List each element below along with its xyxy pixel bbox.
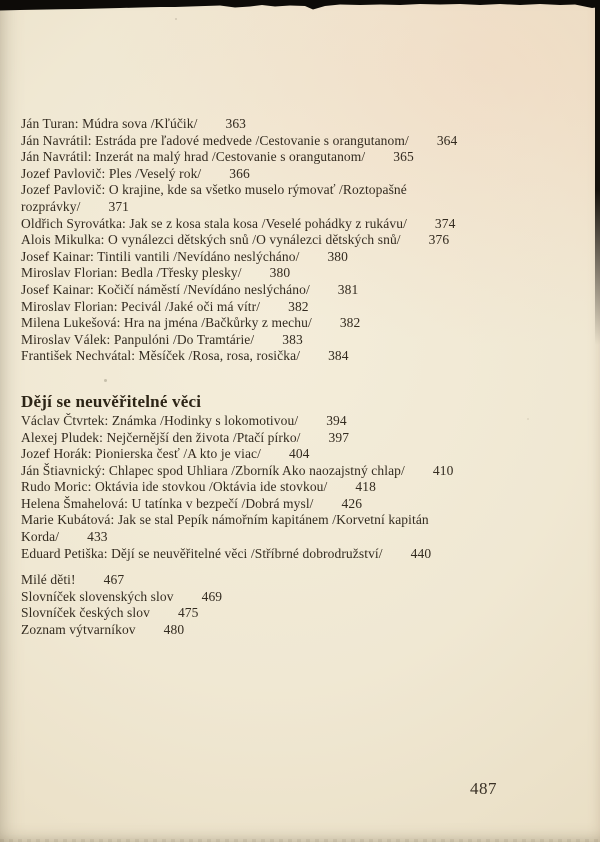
scan-edge-right xyxy=(595,0,600,345)
toc-entry-text: Ján Navrátil: Inzerát na malý hrad /Cestovanie s orangutanom/ xyxy=(21,149,366,165)
toc-entry-page: 383 xyxy=(282,331,303,347)
toc-entry xyxy=(21,166,586,183)
toc-entry xyxy=(21,133,586,150)
toc-entry-page: 371 xyxy=(108,198,130,214)
toc-entry xyxy=(21,249,586,266)
section-heading: Dějí se neuvěřitelné věci xyxy=(21,391,202,411)
toc-entry-page: 380 xyxy=(327,248,349,264)
toc-entry xyxy=(21,589,586,606)
toc-entry-text: Korda/ xyxy=(21,529,60,545)
toc-entry xyxy=(21,149,586,166)
toc-entry-page: 363 xyxy=(225,116,247,131)
toc-entry-page: 480 xyxy=(163,622,185,638)
toc-entry-page: 440 xyxy=(410,545,432,561)
toc-entry xyxy=(21,446,586,463)
toc-entry-page: 404 xyxy=(288,446,310,462)
toc-entry xyxy=(21,572,586,589)
toc-entry-continuation xyxy=(21,529,586,546)
toc-entry-page: 410 xyxy=(432,462,454,478)
toc-entry-text: Oldřich Syrovátka: Jak se z kosa stala kosa /Veselé pohádky z rukávu/ xyxy=(21,215,407,231)
toc-entry-text: Miroslav Florian: Bedla /Třesky plesky/ xyxy=(21,265,242,281)
toc-entry-text: Miroslav Válek: Panpulóni /Do Tramtárie/ xyxy=(21,331,255,347)
toc-entry-page: 374 xyxy=(434,215,456,231)
toc-entry-text: Václav Čtvrtek: Známka /Hodinky s lokomotivou/ xyxy=(21,412,299,428)
toc-entry-page: 418 xyxy=(355,479,376,495)
toc-entry xyxy=(21,496,586,513)
toc-entry-continuation xyxy=(21,199,586,216)
toc-entry-text: rozprávky/ xyxy=(21,198,81,214)
toc-entry-page: 376 xyxy=(428,232,450,248)
toc-entry-text: Eduard Petiška: Dějí se neuvěřitelné věci /Stříbrné dobrodružství/ xyxy=(21,545,383,561)
page-number: 487 xyxy=(470,779,497,798)
toc-entry xyxy=(21,348,586,365)
toc-entry-text: Helena Šmahelová: U tatínka v bezpečí /Dobrá mysl/ xyxy=(21,495,314,511)
toc-entry xyxy=(21,463,586,480)
toc-entry xyxy=(21,413,586,430)
toc-entry-page: 382 xyxy=(339,315,361,331)
toc-entry-text: Ján Turan: Múdra sova /Kľúčik/ xyxy=(21,116,198,131)
toc-entry-text: Rudo Moric: Oktávia ide stovkou /Oktávia ide stovkou/ xyxy=(21,479,328,495)
toc-back-matter xyxy=(21,572,586,638)
toc-entry xyxy=(21,232,586,249)
toc-entry-text: Marie Kubátová: Jak se stal Pepík námořním kapitánem /Korvetní kapitán xyxy=(21,512,429,528)
toc-entry-text: Josef Kainar: Kočičí náměstí /Nevídáno neslýcháno/ xyxy=(21,281,310,297)
toc-entry xyxy=(21,479,586,496)
toc-entry-text: Ján Štiavnický: Chlapec spod Uhliara /Zborník Ako naozajstný chlap/ xyxy=(21,462,405,478)
toc-entry-text: Alois Mikulka: O vynálezci dětských snů /O vynálezci dětských snů/ xyxy=(21,232,401,248)
toc-entry-text: Alexej Pludek: Nejčernější den života /Ptačí pírko/ xyxy=(21,429,301,445)
toc-entry xyxy=(21,512,586,529)
toc-entry-page: 394 xyxy=(326,412,347,428)
toc-entry-page: 467 xyxy=(103,572,125,588)
toc-entry-text: Ján Navrátil: Estráda pre ľadové medvede /Cestovanie s orangutanom/ xyxy=(21,132,409,148)
toc-entry-page: 475 xyxy=(177,605,199,621)
toc-entry-page: 397 xyxy=(328,429,350,445)
toc-entry-text: Jozef Pavlovič: Ples /Veselý rok/ xyxy=(21,165,202,181)
toc-entry-page: 380 xyxy=(269,265,291,281)
toc-entry xyxy=(21,605,586,622)
toc-entry-page: 469 xyxy=(201,588,223,604)
toc-entry-page: 381 xyxy=(337,281,359,297)
toc-entry xyxy=(21,315,586,332)
toc-entry-text: Miroslav Florian: Pecivál /Jaké oči má vítr/ xyxy=(21,298,261,314)
toc-entry xyxy=(21,299,586,316)
toc-entry-text: Slovníček slovenských slov xyxy=(21,588,174,604)
toc-entry-page: 433 xyxy=(87,529,108,545)
toc-entry-text: Slovníček českých slov xyxy=(21,605,150,621)
toc-entry-text: Jozef Pavlovič: O krajine, kde sa všetko muselo rýmovať /Roztopašné xyxy=(21,182,407,198)
toc-entry xyxy=(21,265,586,282)
toc-entry xyxy=(21,546,586,563)
toc-entry-page: 364 xyxy=(436,132,458,148)
toc-entry xyxy=(21,332,586,349)
toc-entry xyxy=(21,282,586,299)
toc-entry-text: Milena Lukešová: Hra na jména /Bačkůrky z mechu/ xyxy=(21,315,312,331)
toc-entry-page: 366 xyxy=(229,165,250,181)
table-of-contents xyxy=(21,0,586,639)
toc-entry-text: Josef Kainar: Tintili vantili /Nevídáno neslýcháno/ xyxy=(21,248,300,264)
toc-entry-text: Milé děti! xyxy=(21,572,76,588)
toc-section-deji-se-neuveritelne-veci xyxy=(21,413,586,562)
toc-entry-text: Jozef Horák: Pionierska česť /A kto je viac/ xyxy=(21,446,261,462)
toc-section-poems xyxy=(21,116,586,365)
toc-entry xyxy=(21,430,586,447)
toc-entry xyxy=(21,622,586,639)
toc-entry-page: 426 xyxy=(341,495,363,511)
toc-entry-page: 365 xyxy=(393,149,414,165)
toc-entry xyxy=(21,182,586,199)
toc-entry-page: 384 xyxy=(328,348,349,364)
toc-entry xyxy=(21,216,586,233)
toc-entry xyxy=(21,116,586,133)
toc-entry-text: Zoznam výtvarníkov xyxy=(21,622,136,638)
toc-entry-text: František Nechvátal: Měsíček /Rosa, rosa, rosička/ xyxy=(21,348,301,364)
toc-entry-page: 382 xyxy=(288,298,309,314)
